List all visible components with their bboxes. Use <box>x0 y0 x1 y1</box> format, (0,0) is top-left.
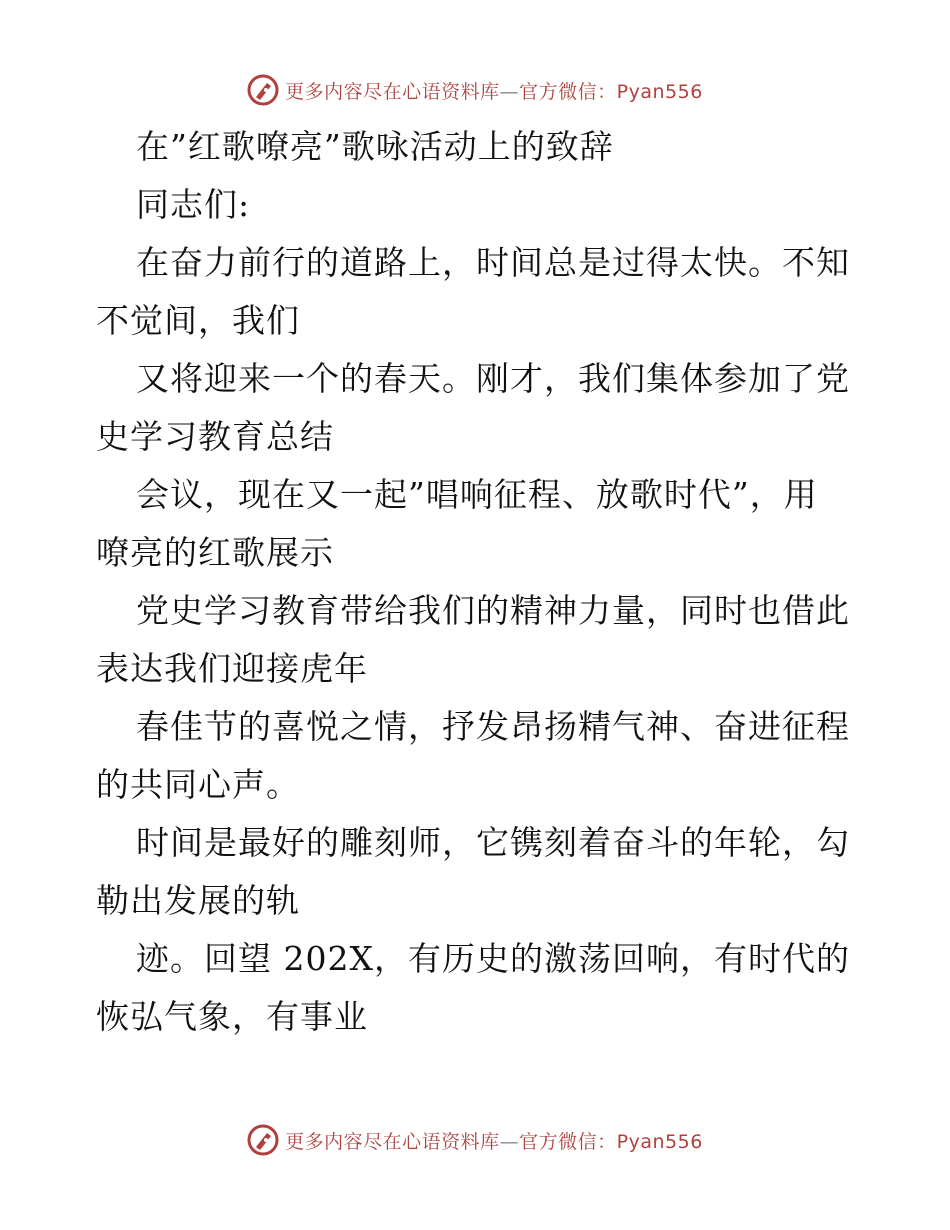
paragraph-line: 时间是最好的雕刻师，它镌刻着奋斗的年轮，勾 <box>136 823 850 862</box>
paragraph-line: 嘹亮的红歌展示 <box>96 533 334 572</box>
footer-main-text: 更多内容尽在心语资料库 <box>285 1130 500 1153</box>
footer-banner <box>0 1120 950 1160</box>
header-banner <box>0 70 950 110</box>
salutation: 同志们: <box>136 185 251 224</box>
header-main-text: 更多内容尽在心语资料库 <box>285 80 500 103</box>
paragraph-line: 党史学习教育带给我们的精神力量，同时也借此 <box>136 591 850 630</box>
paragraph-line: 又将迎来一个的春天。刚才，我们集体参加了党 <box>136 359 850 398</box>
paragraph-line: 在奋力前行的道路上，时间总是过得太快。不知 <box>136 243 850 282</box>
header-banner-text <box>285 77 703 104</box>
paragraph-line: 的共同心声。 <box>96 765 300 804</box>
paragraph-line: 春佳节的喜悦之情，抒发昂扬精气神、奋进征程 <box>136 707 850 746</box>
paragraph-line: 史学习教育总结 <box>96 417 334 456</box>
paragraph-line: 勒出发展的轨 <box>96 881 300 920</box>
footer-contact-text: 官方微信：Pyan556 <box>519 1130 703 1153</box>
pen-logo-icon <box>247 74 279 106</box>
header-dash: — <box>499 80 520 103</box>
paragraph-line: 恢弘气象，有事业 <box>96 997 368 1036</box>
paragraph-line: 迹。回望 202X，有历史的激荡回响，有时代的 <box>136 939 850 978</box>
paragraph-line: 表达我们迎接虎年 <box>96 649 368 688</box>
document-body <box>96 118 856 1046</box>
paragraph-line: 不觉间，我们 <box>96 301 300 340</box>
paragraph-line: 会议，现在又一起”唱响征程、放歌时代”，用 <box>136 475 818 514</box>
footer-dash: — <box>499 1130 520 1153</box>
footer-banner-text <box>285 1127 703 1154</box>
document-title: 在”红歌嘹亮”歌咏活动上的致辞 <box>136 127 614 166</box>
pen-logo-icon <box>247 1124 279 1156</box>
header-contact-text: 官方微信：Pyan556 <box>519 80 703 103</box>
